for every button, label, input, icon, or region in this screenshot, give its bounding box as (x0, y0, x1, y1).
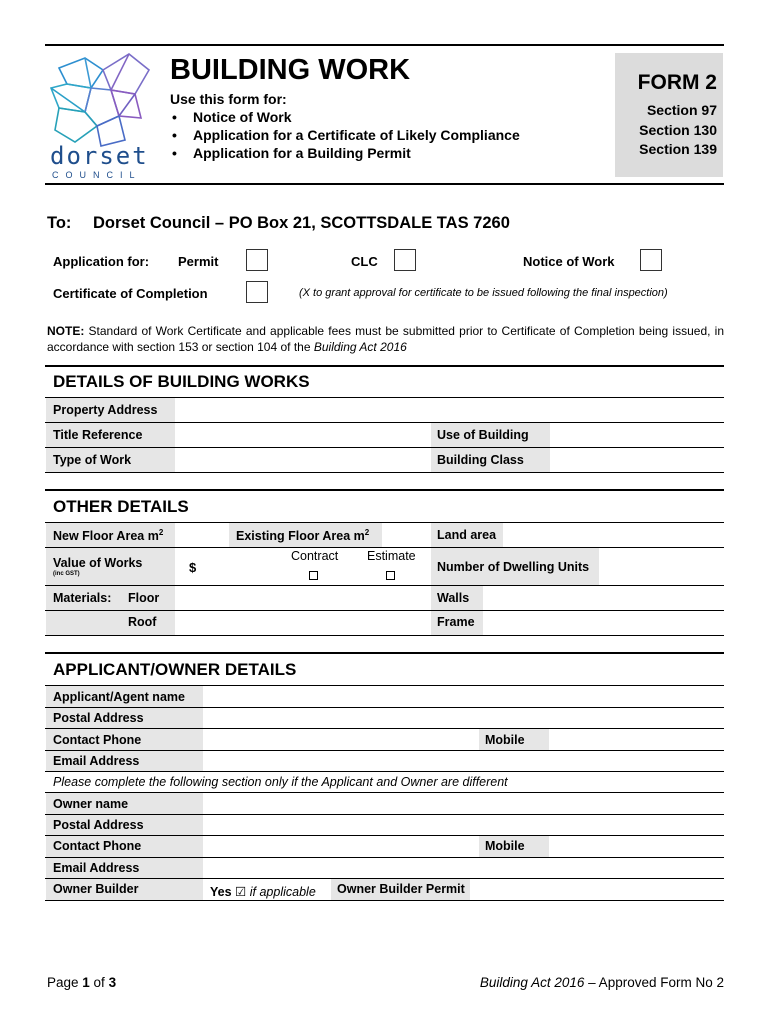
application-for-label: Application for: (53, 254, 150, 269)
section-ref: Section 130 (639, 122, 717, 138)
owner-builder-permit-label: Owner Builder Permit (337, 882, 465, 896)
row-rule (45, 635, 724, 636)
new-floor-area-field[interactable] (176, 523, 228, 547)
header-top-rule (45, 44, 724, 46)
dollar-sign: $ (189, 560, 197, 575)
header-bottom-rule (45, 183, 724, 185)
contract-label: Contract (291, 549, 339, 563)
other-details-title: OTHER DETAILS (53, 497, 189, 516)
footer-approved: – Approved Form No 2 (584, 975, 724, 990)
logo-wordmark: dorset (50, 142, 149, 170)
use-item-text: Application for a Building Permit (193, 145, 411, 161)
agent-name-label: Applicant/Agent name (53, 690, 185, 704)
existing-floor-area-label (236, 528, 369, 543)
postal-address-field[interactable] (204, 708, 724, 728)
use-item-text: Notice of Work (193, 109, 292, 125)
logo-subtext: COUNCIL (52, 170, 142, 180)
page-of: of (89, 975, 109, 990)
materials-label: Materials: (53, 591, 112, 605)
roof-field[interactable] (176, 611, 430, 635)
completion-label: Certificate of Completion (53, 286, 208, 301)
to-label: To: (47, 214, 72, 232)
bullet: • (172, 109, 177, 125)
yes-label: Yes (210, 885, 232, 899)
notice-of-work-checkbox[interactable] (640, 249, 662, 271)
use-of-building-field[interactable] (551, 423, 724, 447)
note-act: Building Act 2016 (313, 340, 407, 354)
owner-phone-label: Contact Phone (53, 839, 142, 853)
contact-phone-field[interactable] (204, 729, 478, 750)
use-for-label: Use this form for: (170, 91, 287, 107)
use-item (172, 145, 411, 161)
new-floor-area-label (53, 528, 163, 543)
owner-mobile-label: Mobile (485, 839, 525, 853)
contract-checkbox[interactable] (309, 571, 318, 580)
superscript: 2 (158, 528, 164, 537)
use-item (172, 127, 520, 143)
owner-name-label: Owner name (53, 797, 129, 811)
property-address-field[interactable] (176, 398, 724, 422)
note-paragraph (47, 323, 724, 355)
email-field[interactable] (204, 751, 724, 771)
agent-name-field[interactable] (204, 686, 724, 707)
building-class-label: Building Class (437, 453, 524, 467)
mobile-label: Mobile (485, 733, 525, 747)
completion-checkbox[interactable] (246, 281, 268, 303)
email-label: Email Address (53, 754, 140, 768)
bullet: • (172, 127, 177, 143)
row-rule (45, 771, 724, 772)
section-ref: Section 97 (646, 102, 717, 118)
existing-floor-area-field[interactable] (383, 523, 430, 547)
page-number (47, 975, 116, 990)
estimate-label: Estimate (367, 549, 416, 563)
page-total: 3 (108, 975, 117, 990)
owner-email-label: Email Address (53, 861, 140, 875)
council-address: Dorset Council – PO Box 21, SCOTTSDALE TAS 7260 (93, 214, 510, 232)
form-number: FORM 2 (637, 71, 717, 94)
if-applicable-label: if applicable (249, 885, 316, 899)
land-area-label: Land area (437, 528, 497, 542)
completion-note: (X to grant approval for certificate to be issued following the final inspection) (299, 287, 668, 299)
permit-checkbox[interactable] (246, 249, 268, 271)
checked-box-icon: ☑ (235, 885, 247, 899)
value-of-works-label: Value of Works (53, 556, 143, 570)
notice-of-work-label: Notice of Work (523, 254, 615, 269)
inc-gst-label: (inc GST) (53, 571, 80, 577)
approved-form-footer (480, 975, 724, 990)
use-item (172, 109, 292, 125)
form-number-panel (615, 53, 723, 177)
owner-builder-yes[interactable] (210, 884, 316, 899)
superscript: 2 (364, 528, 370, 537)
section-rule (45, 365, 724, 367)
form-title: BUILDING WORK (170, 54, 411, 86)
row-rule (45, 900, 724, 901)
title-reference-label: Title Reference (53, 428, 143, 442)
note-label: NOTE: (47, 324, 85, 338)
frame-label: Frame (437, 615, 475, 629)
land-area-field[interactable] (504, 523, 724, 547)
use-item-text: Application for a Certificate of Likely Compliance (193, 127, 520, 143)
bullet: • (172, 145, 177, 161)
owner-phone-field[interactable] (204, 836, 478, 857)
clc-label: CLC (351, 254, 378, 269)
logo-mark-icon (45, 50, 157, 150)
estimate-checkbox[interactable] (386, 571, 395, 580)
walls-label: Walls (437, 591, 470, 605)
floor-field[interactable] (176, 586, 430, 610)
row-rule (45, 472, 724, 473)
permit-label: Permit (178, 254, 219, 269)
owner-mobile-field[interactable] (550, 836, 724, 857)
section-ref: Section 139 (639, 141, 717, 157)
use-of-building-label: Use of Building (437, 428, 529, 442)
walls-field[interactable] (484, 586, 724, 610)
existing-floor-area-text: Existing Floor Area m (236, 529, 365, 544)
floor-label: Floor (128, 591, 160, 605)
page-prefix: Page (47, 975, 83, 990)
owner-builder-label: Owner Builder (53, 882, 139, 896)
owner-email-field[interactable] (204, 858, 724, 878)
owner-builder-permit-field[interactable] (471, 879, 724, 900)
page-current: 1 (82, 975, 90, 990)
dwelling-units-field[interactable] (600, 548, 724, 585)
council-logo (45, 50, 160, 182)
section-rule (45, 489, 724, 491)
building-works-title: DETAILS OF BUILDING WORKS (53, 372, 310, 391)
applicant-title: APPLICANT/OWNER DETAILS (53, 660, 297, 679)
section-rule (45, 652, 724, 654)
frame-field[interactable] (484, 611, 724, 635)
clc-checkbox[interactable] (394, 249, 416, 271)
title-reference-field[interactable] (176, 423, 430, 447)
type-of-work-field[interactable] (176, 448, 430, 472)
dwelling-units-label: Number of Dwelling Units (437, 560, 590, 574)
owner-postal-label: Postal Address (53, 818, 144, 832)
owner-different-note: Please complete the following section only if the Applicant and Owner are different (53, 775, 508, 789)
footer-act: Building Act 2016 (479, 975, 585, 990)
contact-phone-label: Contact Phone (53, 733, 142, 747)
mobile-field[interactable] (550, 729, 724, 750)
owner-name-field[interactable] (204, 793, 724, 814)
postal-address-label: Postal Address (53, 711, 144, 725)
property-address-label: Property Address (53, 403, 158, 417)
note-text: Standard of Work Certificate and applicable fees must be submitted prior to Certificate of Completion being issued, in accordance with section 153 or section 104 of the (47, 324, 724, 354)
value-of-works-field[interactable] (200, 548, 280, 585)
new-floor-area-text: New Floor Area m (53, 529, 159, 544)
type-of-work-label: Type of Work (53, 453, 132, 467)
owner-postal-field[interactable] (204, 815, 724, 835)
building-class-field[interactable] (551, 448, 724, 472)
roof-label: Roof (128, 615, 157, 629)
